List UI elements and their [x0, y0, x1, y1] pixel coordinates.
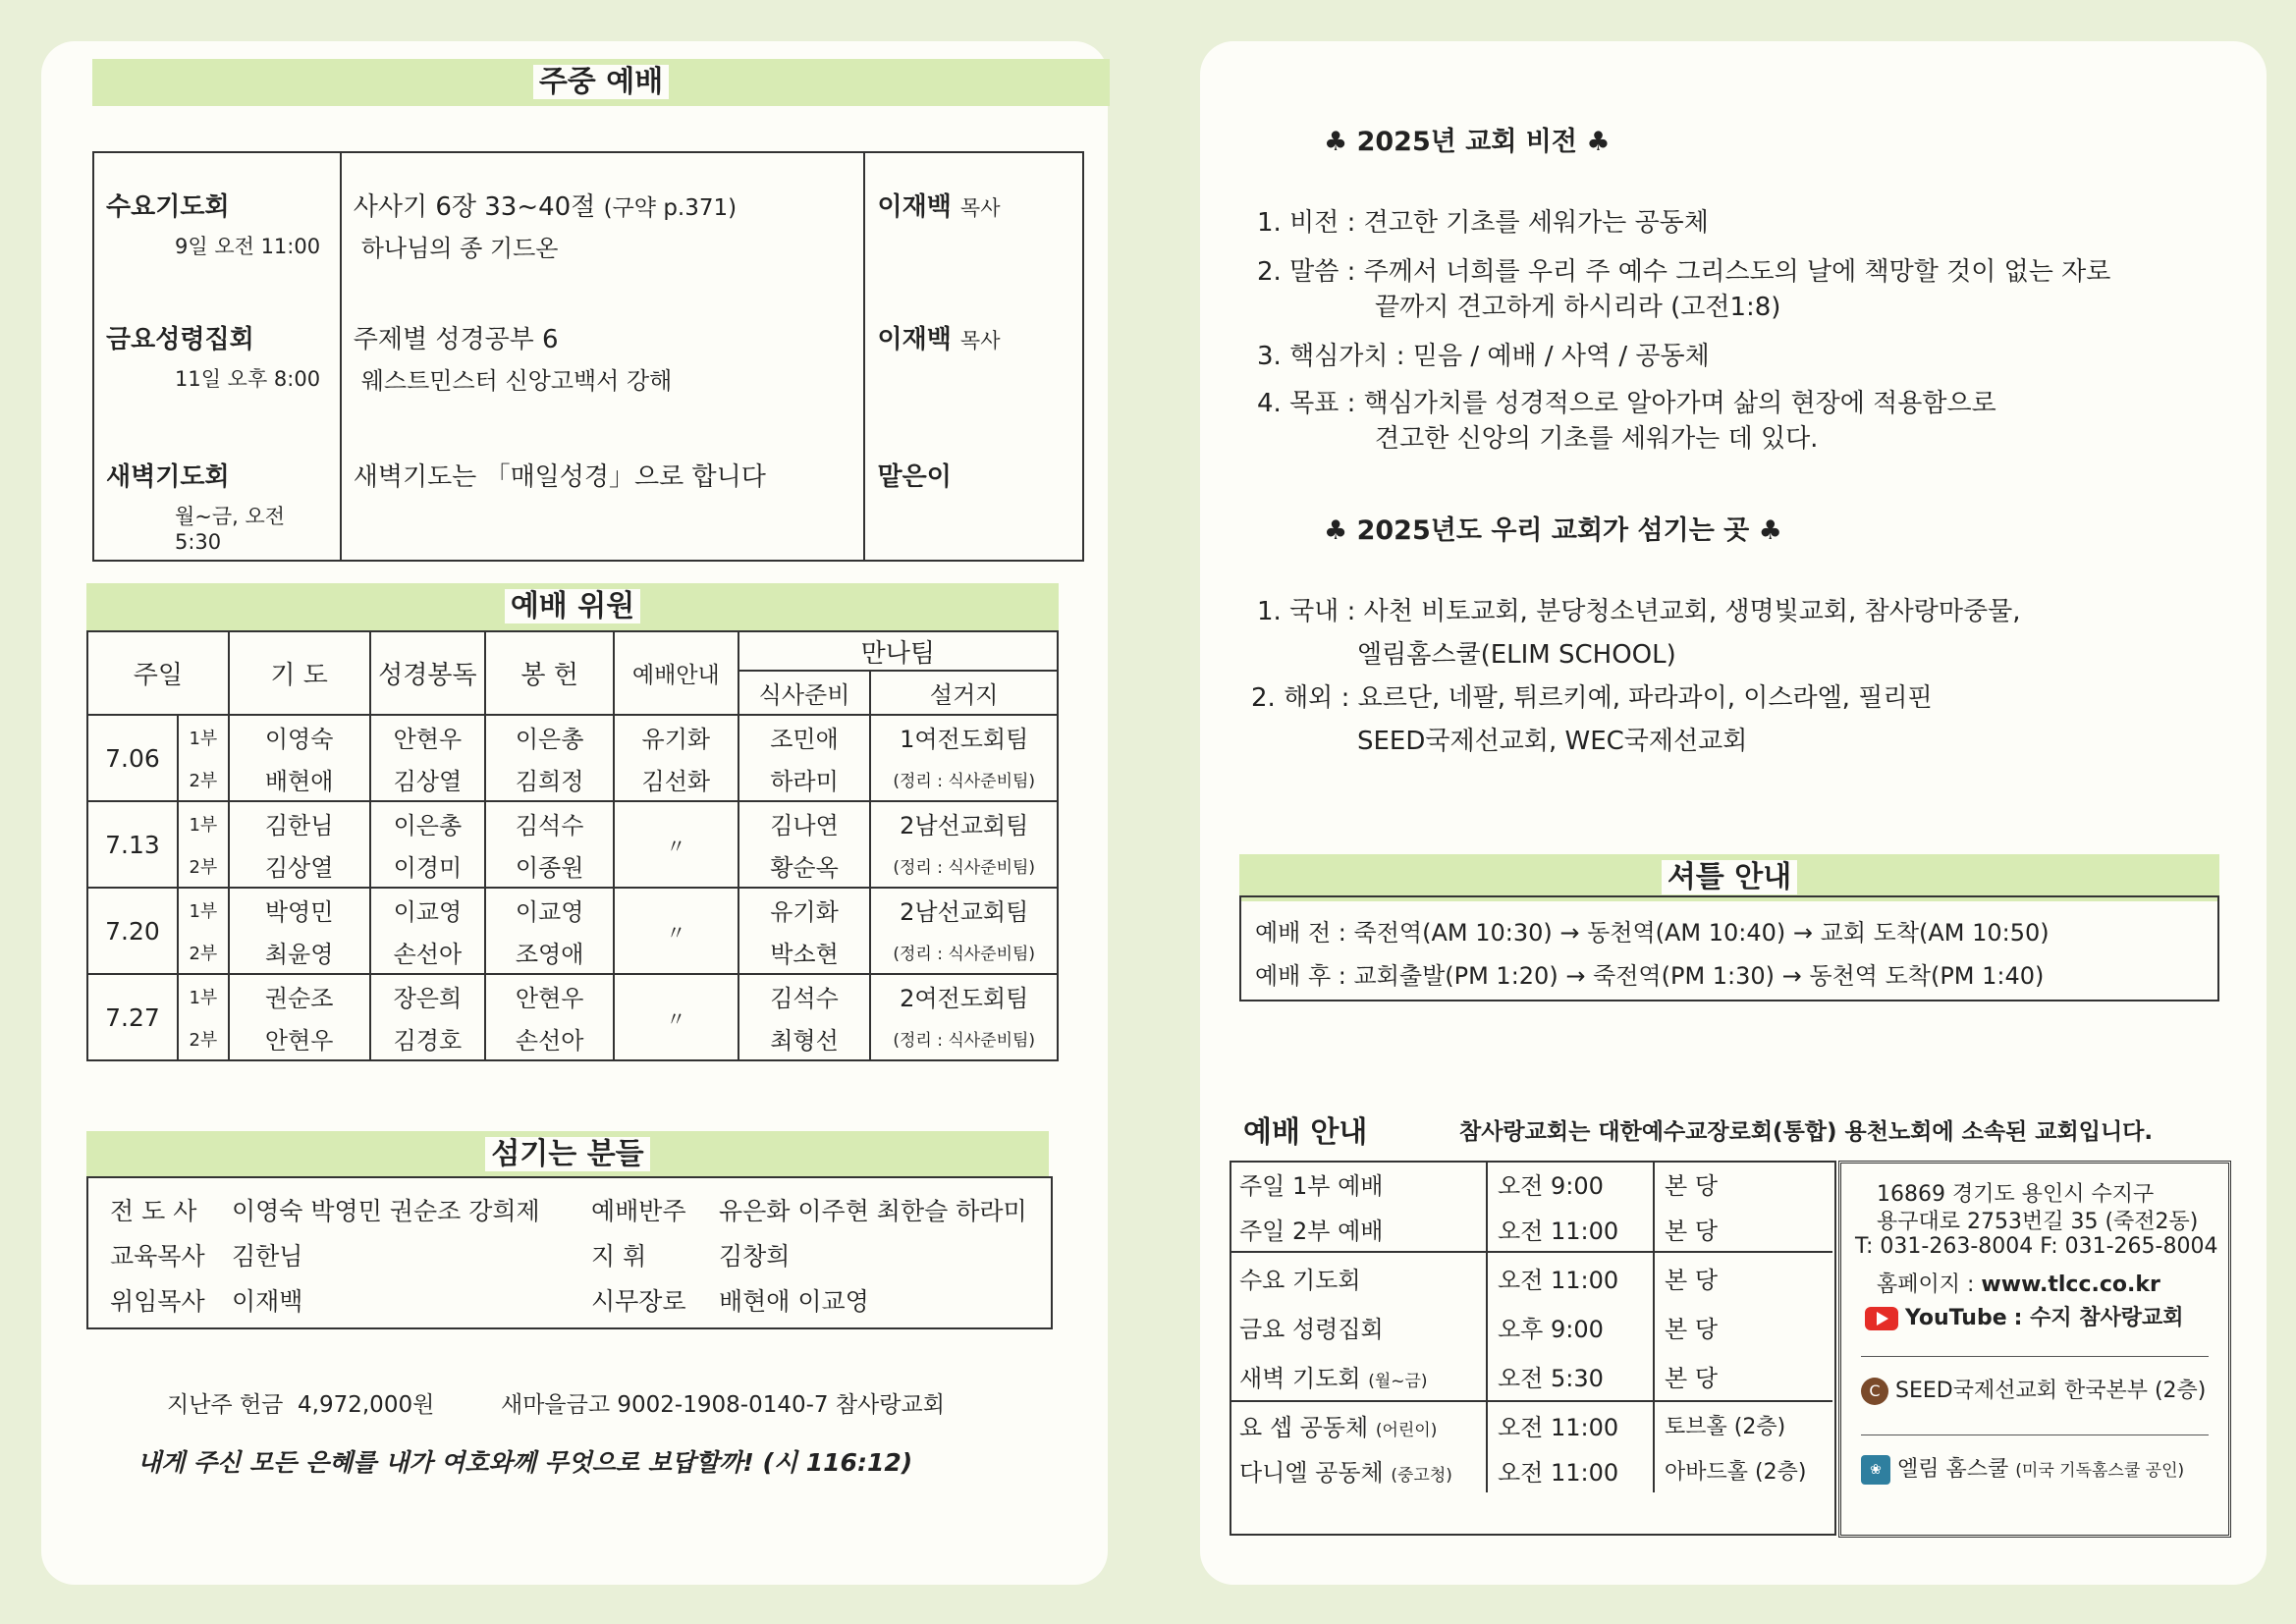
vision-item: 3. 핵심가치 : 믿음 / 예배 / 사역 / 공동체 — [1257, 342, 1710, 371]
staff-row — [591, 1192, 1027, 1227]
roster-offering: 조영애 — [485, 931, 614, 974]
roster-prayer: 이영숙 — [229, 715, 370, 758]
roster-dishes-note: (정리 : 식사준비팀) — [870, 758, 1058, 801]
sermon-desc: 웨스트민스터 신앙고백서 강해 — [360, 367, 673, 395]
staff-label: 시무장로 — [591, 1287, 686, 1316]
roster-prayer: 최윤영 — [229, 931, 370, 974]
vision-text: 믿음 / 예배 / 사역 / 공동체 — [1412, 342, 1710, 371]
staff-row — [110, 1192, 540, 1227]
elim-line — [1861, 1452, 2184, 1485]
roster-dishes: 2남선교회팀 — [870, 801, 1058, 844]
youtube-line[interactable] — [1865, 1301, 2184, 1331]
staff-row — [591, 1282, 869, 1318]
pastor-name: 맡은이 — [877, 462, 952, 492]
staff-names: 이영숙 박영민 권순조 강희제 — [232, 1197, 540, 1225]
seed-text: SEED국제선교회 한국본부 (2층) — [1895, 1379, 2207, 1403]
service-name: 수요 기도회 — [1230, 1252, 1487, 1302]
address-line-2: 용구대로 2753번길 35 (죽전2동) — [1877, 1210, 2199, 1234]
youtube-icon — [1865, 1307, 1898, 1330]
roster-prayer: 안현우 — [229, 1017, 370, 1060]
roster-offering: 이종원 — [485, 844, 614, 888]
staff-label: 위임목사 — [110, 1287, 205, 1316]
shuttle-box — [1239, 895, 2219, 1001]
roster-prep: 김나연 — [738, 801, 871, 844]
service-name: 금요 성령집회 — [1230, 1302, 1487, 1351]
roster-prep: 조민애 — [738, 715, 871, 758]
service-name: 주일 2부 예배 — [1230, 1206, 1487, 1252]
service-note: (중고청) — [1391, 1465, 1452, 1486]
serve-domestic-cont: 엘림홈스쿨(ELIM SCHOOL) — [1357, 640, 1676, 670]
service-name: 다니엘 공동체 — [1239, 1458, 1384, 1487]
staff-row — [591, 1237, 790, 1272]
service-place: 본 당 — [1665, 1171, 1718, 1200]
roster-reading: 안현우 — [370, 715, 486, 758]
sched-cell-pastor — [864, 286, 1083, 423]
roster-guide: 유기화 — [614, 715, 738, 758]
service-name-cell — [1230, 1351, 1487, 1401]
service-name: 요 셉 공동체 — [1239, 1413, 1369, 1441]
roster-guide: 〃 — [614, 974, 738, 1060]
staff-label: 전 도 사 — [110, 1197, 197, 1225]
header-prayer: 기 도 — [229, 631, 370, 715]
roster-session: 2부 — [178, 1017, 229, 1060]
roster-prep: 하라미 — [738, 758, 871, 801]
service-name: 새벽 기도회 — [1239, 1364, 1361, 1392]
pastor-title: 목사 — [959, 329, 1001, 352]
shuttle-after: 예배 후 : 교회출발(PM 1:20) → 죽전역(PM 1:30) → 동천역 도착(PM 1:40) — [1255, 962, 2045, 990]
roster-offering: 김희정 — [485, 758, 614, 801]
roster-prep: 김석수 — [738, 974, 871, 1017]
vision-label: 비전 — [1289, 208, 1339, 238]
staff-row — [110, 1237, 302, 1272]
youtube-channel: : 수지 참사랑교회 — [2013, 1306, 2184, 1330]
roster-prep: 황순옥 — [738, 844, 871, 888]
sched-cell-pastor — [864, 152, 1083, 286]
service-name: 수요기도회 — [106, 192, 230, 222]
header-prep: 식사준비 — [738, 671, 871, 715]
sched-cell-name — [93, 152, 341, 286]
roster-guide: 〃 — [614, 801, 738, 888]
left-page — [41, 41, 1108, 1585]
header-day: 주일 — [87, 631, 229, 715]
sched-cell-pastor — [864, 423, 1083, 561]
roster-reading: 이경미 — [370, 844, 486, 888]
divider — [1861, 1356, 2209, 1357]
seed-logo-icon: C — [1861, 1378, 1888, 1405]
roster-offering: 안현우 — [485, 974, 614, 1017]
vision-num: 1. — [1257, 208, 1282, 238]
vision-item: 4. 목표 : 핵심가치를 성경적으로 알아가며 삶의 현장에 적용함으로 — [1257, 389, 1996, 418]
scripture-ref: (구약 p.371) — [603, 195, 738, 221]
bible-verse: 내게 주신 모든 은혜를 내가 여호와께 무엇으로 보답할까! (시 116:12) — [137, 1448, 913, 1477]
roster-session: 2부 — [178, 931, 229, 974]
service-place: 아바드홀 (2층) — [1665, 1459, 1807, 1485]
service-name: 주일 1부 예배 — [1230, 1161, 1487, 1206]
sermon-desc: 하나님의 종 기드온 — [360, 235, 559, 262]
roster-title-band — [86, 583, 1059, 630]
roster-date: 7.13 — [87, 801, 178, 888]
roster-reading: 이은총 — [370, 801, 486, 844]
shuttle-title: 셔틀 안내 — [1662, 860, 1797, 894]
phone-fax: T: 031-263-8004 F: 031-265-8004 — [1855, 1234, 2218, 1259]
staff-names: 배현애 이교영 — [719, 1287, 869, 1316]
header-manna: 만나팀 — [738, 631, 1058, 671]
service-time: 11일 오후 8:00 — [175, 367, 321, 391]
serve-title: ♣ 2025년도 우리 교회가 섬기는 곳 ♣ — [1324, 515, 1782, 546]
service-time: 오전 11:00 — [1487, 1401, 1654, 1447]
service-time: 오전 9:00 — [1487, 1161, 1654, 1206]
roster-reading: 이교영 — [370, 888, 486, 931]
service-name: 금요성령집회 — [106, 325, 254, 354]
offering-amount: 4,972,000원 — [298, 1392, 435, 1418]
homepage-label: 홈페이지 — [1877, 1272, 1961, 1297]
sermon-title: 주제별 성경공부 6 — [353, 325, 559, 354]
staff-names: 김한님 — [232, 1242, 303, 1271]
staff-row — [110, 1282, 302, 1318]
services-title: 예배 안내 — [1243, 1115, 1368, 1150]
youtube-label: YouTube — [1905, 1306, 2007, 1330]
sermon-title: 사사기 6장 33~40절 — [353, 192, 596, 222]
service-place: 본 당 — [1654, 1351, 1832, 1401]
service-place: 본 당 — [1665, 1315, 1718, 1343]
staff-label: 예배반주 — [591, 1197, 686, 1225]
service-name-cell — [1230, 1447, 1487, 1492]
weekly-title-band — [92, 59, 1110, 106]
roster-reading: 장은희 — [370, 974, 486, 1017]
service-time: 오전 11:00 — [1487, 1206, 1654, 1252]
service-time: 오전 11:00 — [1487, 1447, 1654, 1492]
vision-num: 2. — [1257, 257, 1282, 287]
roster-offering: 이교영 — [485, 888, 614, 931]
roster-prayer: 권순조 — [229, 974, 370, 1017]
service-place: 토브홀 (2층) — [1665, 1414, 1786, 1439]
sched-cell-name — [93, 423, 341, 561]
roster-dishes-note: (정리 : 식사준비팀) — [870, 844, 1058, 888]
roster-reading: 김상열 — [370, 758, 486, 801]
roster-session: 1부 — [178, 888, 229, 931]
address-line-1: 16869 경기도 용인시 수지구 — [1877, 1182, 2155, 1207]
service-place: 본 당 — [1665, 1266, 1718, 1294]
roster-offering: 김석수 — [485, 801, 614, 844]
staff-names: 이재백 — [232, 1287, 303, 1316]
service-note: (어린이) — [1375, 1420, 1438, 1440]
homepage-line: 홈페이지 : www.tlcc.co.kr — [1877, 1272, 2160, 1297]
service-note: (월~금) — [1368, 1371, 1428, 1391]
header-dishes: 설거지 — [870, 671, 1058, 715]
offering-label: 지난주 헌금 — [167, 1392, 284, 1418]
sched-cell-content — [341, 152, 865, 286]
pastor-name: 이재백 — [877, 325, 952, 354]
roster-offering: 손선아 — [485, 1017, 614, 1060]
vision-title: ♣ 2025년 교회 비전 ♣ — [1324, 127, 1611, 157]
header-offering: 봉 헌 — [485, 631, 614, 715]
elim-text: 엘림 홈스쿨 — [1897, 1457, 2009, 1482]
weekly-title: 주중 예배 — [533, 65, 669, 99]
vision-num: 3. — [1257, 342, 1282, 371]
header-guide: 예배안내 — [614, 631, 738, 715]
serve-overseas-label: 2. 해외 : — [1251, 683, 1350, 713]
roster-prayer: 배현애 — [229, 758, 370, 801]
roster-date: 7.06 — [87, 715, 178, 801]
vision-cont: 끝까지 견고하게 하시리라 (고전1:8) — [1375, 293, 1781, 322]
sched-cell-name — [93, 286, 341, 423]
vision-item: 2. 말씀 : 주께서 너희를 우리 주 예수 그리스도의 날에 책망할 것이 없는 자로 — [1257, 257, 2111, 287]
vision-cont: 견고한 신앙의 기초를 세워가는 데 있다. — [1375, 424, 1819, 454]
staff-label: 교육목사 — [110, 1242, 205, 1271]
header-reading: 성경봉독 — [370, 631, 486, 715]
roster-dishes-note: (정리 : 식사준비팀) — [870, 1017, 1058, 1060]
roster-session: 1부 — [178, 974, 229, 1017]
services-table — [1230, 1161, 1832, 1492]
offering-line — [167, 1386, 434, 1419]
service-place: 본 당 — [1654, 1206, 1832, 1252]
roster-date: 7.27 — [87, 974, 178, 1060]
affiliation-text: 참사랑교회는 대한예수교장로회(통합) 용천노회에 소속된 교회입니다. — [1459, 1119, 2154, 1145]
roster-guide: 〃 — [614, 888, 738, 974]
service-time: 오후 9:00 — [1487, 1302, 1654, 1351]
right-page — [1200, 41, 2267, 1585]
serve-overseas-list: 요르단, 네팔, 튀르키예, 파라과이, 이스라엘, 필리핀 — [1357, 683, 1933, 713]
roster-offering: 이은총 — [485, 715, 614, 758]
roster-prep: 최형선 — [738, 1017, 871, 1060]
roster-dishes: 2여전도회팀 — [870, 974, 1058, 1017]
service-name: 새벽기도회 — [106, 462, 230, 492]
vision-label: 말씀 — [1289, 257, 1339, 287]
serve-domestic-label: 1. 국내 : — [1257, 597, 1356, 626]
roster-session: 1부 — [178, 715, 229, 758]
roster-prayer: 김한님 — [229, 801, 370, 844]
elim-logo-icon: ❀ — [1861, 1455, 1890, 1485]
sermon-title: 새벽기도는 「매일성경」으로 합니다 — [353, 462, 766, 492]
roster-reading: 손선아 — [370, 931, 486, 974]
pastor-name: 이재백 — [877, 192, 952, 222]
homepage-url[interactable]: www.tlcc.co.kr — [1981, 1272, 2160, 1297]
service-time: 9일 오전 11:00 — [175, 235, 321, 258]
service-time: 오전 5:30 — [1487, 1351, 1654, 1401]
staff-title-band — [86, 1131, 1049, 1178]
staff-label: 지 휘 — [591, 1242, 647, 1271]
service-time: 월~금, 오전 5:30 — [175, 505, 286, 554]
roster-reading: 김경호 — [370, 1017, 486, 1060]
vision-label: 목표 — [1289, 389, 1339, 418]
serve-domestic-list: 사천 비토교회, 분당청소년교회, 생명빛교회, 참사랑마중물, — [1363, 597, 2021, 626]
vision-text: 핵심가치를 성경적으로 알아가며 삶의 현장에 적용함으로 — [1363, 389, 1996, 418]
vision-num: 4. — [1257, 389, 1282, 418]
service-time: 오전 11:00 — [1487, 1252, 1654, 1302]
roster-prep: 박소현 — [738, 931, 871, 974]
roster-title: 예배 위원 — [505, 589, 640, 623]
shuttle-before: 예배 전 : 죽전역(AM 10:30) → 동천역(AM 10:40) → 교회 도착(AM 10:50) — [1255, 919, 2050, 947]
service-name-cell — [1230, 1401, 1487, 1447]
roster-guide: 김선화 — [614, 758, 738, 801]
staff-names: 유은화 이주현 최한슬 하라미 — [719, 1197, 1027, 1225]
roster-dishes-note: (정리 : 식사준비팀) — [870, 931, 1058, 974]
serve-overseas — [1251, 677, 1933, 714]
roster-session: 2부 — [178, 758, 229, 801]
vision-text: 주께서 너희를 우리 주 예수 그리스도의 날에 책망할 것이 없는 자로 — [1363, 257, 2111, 287]
sched-cell-content — [341, 423, 865, 561]
roster-table — [86, 630, 1059, 1061]
shuttle-title-band — [1239, 854, 2219, 901]
roster-dishes: 1여전도회팀 — [870, 715, 1058, 758]
roster-prayer: 김상열 — [229, 844, 370, 888]
vision-text: 견고한 기초를 세워가는 공동체 — [1363, 208, 1709, 238]
vision-item: 1. 비전 : 견고한 기초를 세워가는 공동체 — [1257, 208, 1709, 238]
serve-domestic — [1257, 591, 2021, 627]
roster-prep: 유기화 — [738, 888, 871, 931]
seed-line — [1861, 1374, 2206, 1405]
roster-dishes: 2남선교회팀 — [870, 888, 1058, 931]
weekly-schedule-table — [92, 151, 1084, 562]
contact-box — [1838, 1161, 2231, 1538]
staff-title: 섬기는 분들 — [485, 1137, 649, 1171]
staff-names: 김창희 — [719, 1242, 791, 1271]
roster-date: 7.20 — [87, 888, 178, 974]
roster-prayer: 박영민 — [229, 888, 370, 931]
roster-session: 2부 — [178, 844, 229, 888]
sched-cell-content — [341, 286, 865, 423]
elim-note: (미국 기독홈스쿨 공인) — [2015, 1461, 2185, 1481]
staff-box — [86, 1176, 1053, 1329]
vision-label: 핵심가치 — [1289, 342, 1389, 371]
roster-session: 1부 — [178, 801, 229, 844]
serve-overseas-cont: SEED국제선교회, WEC국제선교회 — [1357, 727, 1748, 756]
pastor-title: 목사 — [959, 196, 1001, 220]
bank-account: 새마을금고 9002-1908-0140-7 참사랑교회 — [501, 1392, 945, 1418]
